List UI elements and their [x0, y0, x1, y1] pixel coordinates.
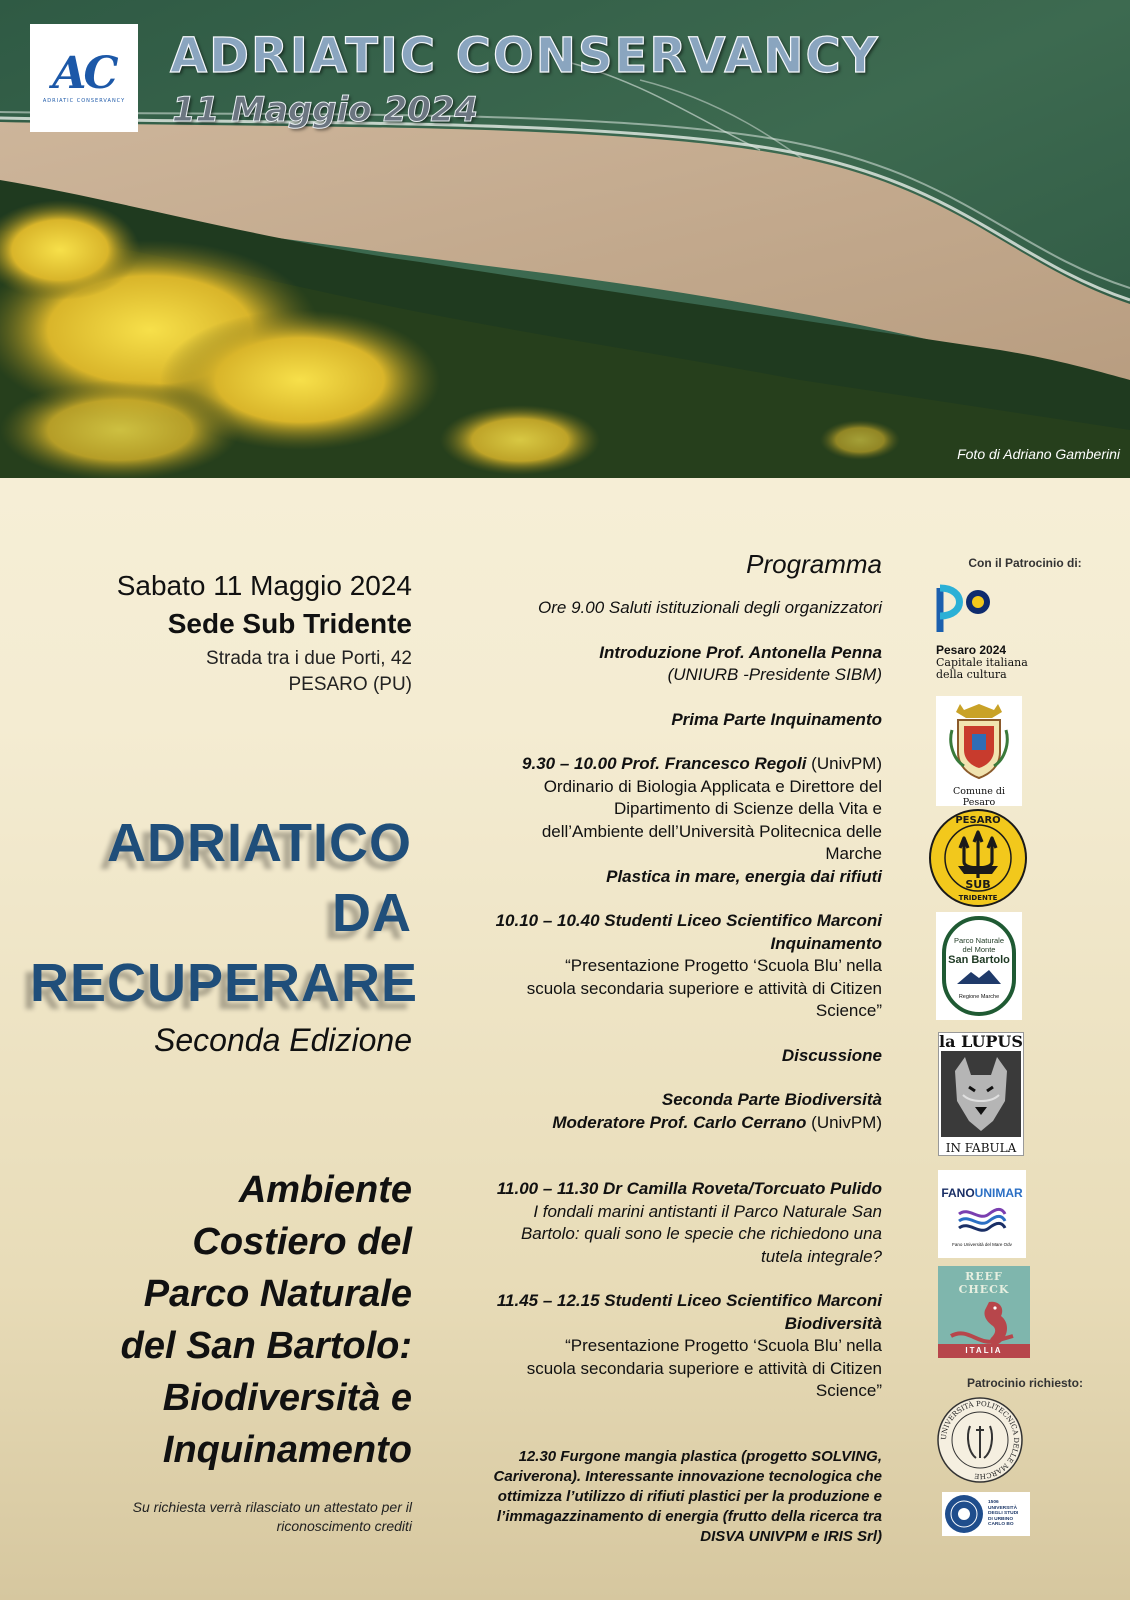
- reef-check-italia-band: ITALIA: [938, 1344, 1030, 1358]
- reef-check-italia-logo: [938, 1266, 1030, 1358]
- credits-note-line: Su richiesta verrà rilasciato un attestato per il: [132, 1499, 412, 1515]
- logo-caption: ADRIATIC CONSERVANCY: [42, 98, 126, 104]
- subtitle-line: Inquinamento: [162, 1429, 412, 1471]
- edition-label: Seconda Edizione: [154, 1022, 412, 1058]
- talk4-speaker: 11.45 – 12.15 Studenti Liceo Scientifico Marconi: [496, 1291, 882, 1310]
- parco-landscape-icon: [957, 968, 1001, 984]
- moderator-affiliation: (UnivPM): [806, 1112, 882, 1132]
- credits-note-line: riconoscimento crediti: [276, 1518, 412, 1534]
- parco-name-small: [936, 912, 1022, 954]
- fano-unimar-logo: [938, 1170, 1026, 1258]
- fano-unimar-name: [938, 1170, 1026, 1200]
- final-line: 12.30 Furgone mangia plastica (progetto SOLVING,: [518, 1447, 882, 1465]
- main-title-line: ADRIATICO: [107, 813, 412, 873]
- program-part1-heading: Prima Parte Inquinamento: [671, 709, 882, 729]
- talk4-desc: Science”: [815, 1381, 882, 1400]
- program-talk-roveta: [440, 1178, 882, 1268]
- talk2-desc: Science”: [815, 1001, 882, 1020]
- pesaro-2024-logo: [936, 582, 1036, 682]
- subtitle-line: Ambiente: [238, 1169, 412, 1211]
- uniurb-year: 1506: [988, 1500, 999, 1506]
- program-talk-marconi-1: [440, 910, 882, 1023]
- pesaro-2024-title: Pesaro 2024: [936, 643, 1007, 657]
- final-line: Cariverona). Interessante innovazione tecnologica che: [493, 1467, 882, 1485]
- main-title-line: DA: [332, 883, 412, 943]
- lupus-top-text: la LUPUS: [939, 1032, 1023, 1051]
- talk2-speaker: 10.10 – 10.40 Studenti Liceo Scientifico Marconi: [495, 911, 882, 930]
- event-day: Sabato 11 Maggio 2024: [116, 570, 412, 601]
- lupus-in-fabula-logo: [938, 1032, 1024, 1156]
- univpm-seal: [936, 1396, 1024, 1484]
- parco-san-bartolo-logo: [936, 912, 1022, 1020]
- program-part2: [440, 1089, 882, 1134]
- uniurb-emblem-icon: [944, 1494, 984, 1534]
- talk4-desc: scuola secondaria superiore e attività di Citizen: [526, 1358, 882, 1378]
- coat-of-arms-icon: [946, 700, 1012, 782]
- header-photo: [0, 0, 1130, 478]
- uniurb-line: CARLO BO: [988, 1522, 1014, 1528]
- moderator-name: Moderatore Prof. Carlo Cerrano: [552, 1112, 807, 1132]
- final-line: ottimizza l’utilizzo di rifiuti plastici per la produzione e: [497, 1487, 882, 1505]
- sub-tridente-logo: [928, 808, 1028, 908]
- talk3-desc: I fondali marini antistanti il Parco Naturale San: [533, 1201, 882, 1221]
- event-subtitle: [30, 1164, 412, 1476]
- fano-part: FANO: [941, 1186, 975, 1200]
- lupus-bottom-text: IN FABULA: [945, 1141, 1017, 1155]
- parco-name-large: San Bartolo: [948, 954, 1010, 966]
- talk1-affiliation: (UnivPM): [806, 754, 882, 773]
- sub-tridente-badge: [928, 808, 1028, 908]
- uniurb-logo: [942, 1492, 1030, 1536]
- intro-speaker: Introduzione Prof. Antonella Penna: [599, 642, 882, 662]
- talk1-title: Plastica in mare, energia dai rifiuti: [606, 866, 882, 886]
- uniurb-line: DI URBINO: [988, 1516, 1014, 1522]
- main-title: [30, 808, 419, 1018]
- talk2-topic: Inquinamento: [770, 933, 882, 953]
- waves-icon: [957, 1206, 1007, 1232]
- talk2-desc: “Presentazione Progetto ‘Scuola Blu’ nella: [565, 956, 882, 975]
- program-intro: [440, 642, 882, 687]
- credits-note: [30, 1498, 412, 1536]
- parco-region: Regione Marche: [958, 994, 1000, 1000]
- program-talk-regoli: [440, 753, 882, 888]
- parco-line: del Monte: [962, 945, 996, 954]
- venue-name: Sede Sub Tridente: [167, 608, 412, 639]
- subtitle-line: Parco Naturale: [143, 1273, 412, 1315]
- uniurb-line: DEGLI STUDI: [988, 1511, 1019, 1517]
- header-title: ADRIATIC CONSERVANCY: [170, 28, 880, 84]
- sub-tridente-top-text: PESARO: [955, 815, 1001, 826]
- talk3-desc: Bartolo: quali sono le specie che richiedono una: [520, 1224, 882, 1243]
- wolf-icon: [941, 1051, 1021, 1137]
- uniurb-line: UNIVERSITÀ: [988, 1505, 1018, 1511]
- final-line: DISVA UNIVPM e IRIS Srl): [700, 1527, 882, 1545]
- program-heading: Programma: [746, 549, 882, 579]
- talk1-desc: Marche: [825, 844, 882, 863]
- part2-heading: Seconda Parte Biodiversità: [661, 1090, 882, 1109]
- program-discussion: Discussione: [781, 1045, 882, 1065]
- talk1-desc: Ordinario di Biologia Applicata e Direttore del: [543, 776, 882, 796]
- patronage-requested-label: Patrocinio richiesto:: [966, 1376, 1084, 1390]
- sub-tridente-mid-text: SUB: [965, 878, 991, 891]
- adriatic-conservancy-logo: [30, 24, 138, 132]
- comune-pesaro-name: Comune di Pesaro: [953, 786, 1005, 808]
- address-city: PESARO (PU): [288, 674, 412, 695]
- talk1-desc: Dipartimento di Scienze della Vita e: [613, 799, 882, 818]
- talk1-desc: dell’Ambiente dell’Università Politecnica delle: [541, 821, 882, 841]
- main-title-line: RECUPERARE: [30, 953, 419, 1013]
- fano-unimar-caption: Fano Università del Mare Odv: [952, 1242, 1012, 1247]
- uniurb-text: [988, 1500, 1018, 1528]
- address-line: Strada tra i due Porti, 42: [206, 648, 412, 669]
- subtitle-line: Biodiversità e: [162, 1377, 412, 1419]
- reef-check-title: REEF CHECK: [958, 1270, 1010, 1296]
- photo-credit: Foto di Adriano Gamberini: [957, 446, 1120, 462]
- program-welcome: Ore 9.00 Saluti istituzionali degli organizzatori: [538, 598, 882, 617]
- logo-letters: AC: [52, 48, 116, 99]
- subtitle-line: del San Bartolo:: [120, 1325, 412, 1367]
- header-date: 11 Maggio 2024: [172, 90, 479, 130]
- univpm-seal-text: UNIVERSITÀ POLITECNICA DELLE MARCHE: [939, 1399, 1021, 1481]
- talk3-desc: tutela integrale?: [761, 1246, 882, 1266]
- subtitle-line: Costiero del: [192, 1221, 412, 1263]
- pesaro-2024-mark-icon: [936, 582, 996, 638]
- patronage-label: Con il Patrocinio di:: [968, 556, 1082, 570]
- talk2-desc: scuola secondaria superiore e attività di Citizen: [526, 978, 882, 998]
- pesaro-2024-sub: della cultura: [936, 668, 1007, 681]
- pesaro-2024-sub: Capitale italiana: [936, 656, 1028, 669]
- talk4-desc: “Presentazione Progetto ‘Scuola Blu’ nella: [565, 1336, 882, 1355]
- sub-tridente-bottom-text: TRIDENTE: [958, 894, 998, 902]
- talk3-speaker: 11.00 – 11.30 Dr Camilla Roveta/Torcuato Pulido: [496, 1179, 882, 1198]
- talk4-topic: Biodiversità: [784, 1313, 882, 1333]
- univpm-seal-emblem: [936, 1396, 1024, 1484]
- program-talk-marconi-2: [440, 1290, 882, 1403]
- unimar-part: UNIMAR: [974, 1186, 1023, 1200]
- comune-pesaro-logo: [936, 696, 1022, 806]
- program-final-item: [440, 1447, 882, 1547]
- venue-address: [30, 646, 412, 698]
- parco-line: Parco Naturale: [953, 936, 1005, 945]
- final-line: l’immagazzinamento di energia (frutto della ricerca tra: [496, 1507, 882, 1525]
- intro-affiliation: (UNIURB -Presidente SIBM): [667, 665, 882, 684]
- program-schedule: [440, 549, 882, 1547]
- talk1-speaker: 9.30 – 10.00 Prof. Francesco Regoli: [522, 754, 807, 773]
